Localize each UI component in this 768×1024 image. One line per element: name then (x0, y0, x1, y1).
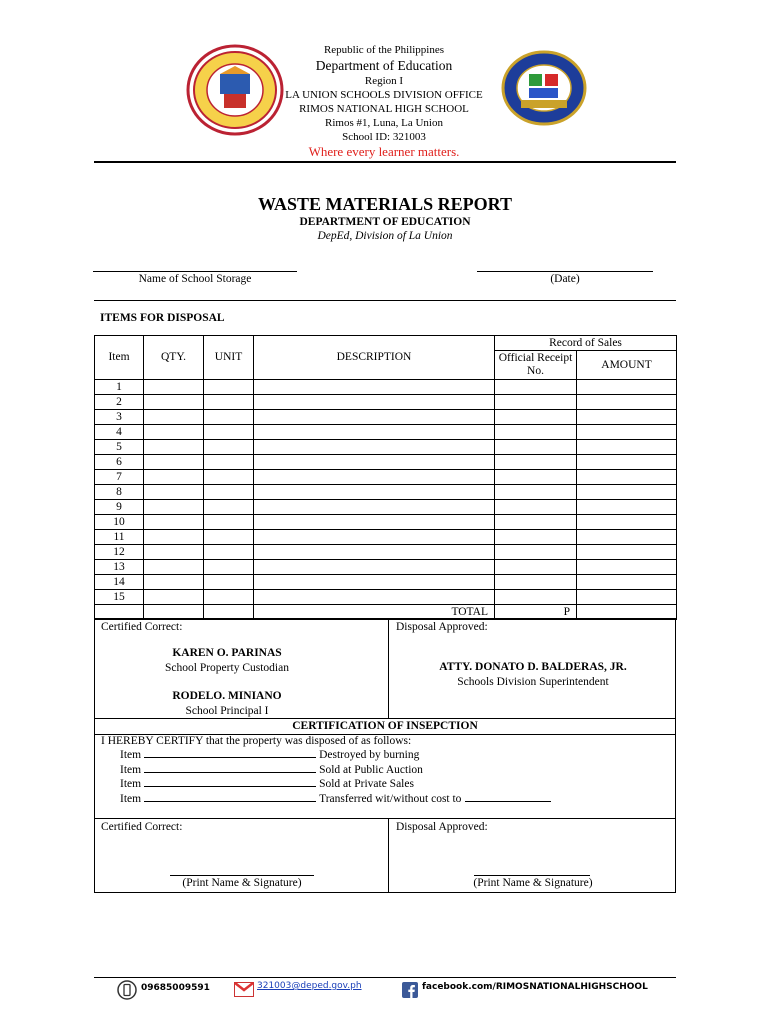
cell-qty[interactable] (144, 515, 204, 530)
header-school: RIMOS NATIONAL HIGH SCHOOL (299, 103, 469, 115)
cell-item: 9 (95, 500, 144, 515)
cell-item: 14 (95, 575, 144, 590)
cell-qty[interactable] (144, 500, 204, 515)
cell-qty[interactable] (144, 560, 204, 575)
cell-qty[interactable] (144, 410, 204, 425)
cell-item: 8 (95, 485, 144, 500)
cell-receipt[interactable] (495, 410, 577, 425)
certified-label: Certified Correct: (101, 621, 183, 633)
cell-receipt[interactable] (495, 530, 577, 545)
date-label: (Date) (550, 273, 580, 285)
approved-signature-line[interactable] (474, 875, 590, 876)
certification-item-label: Item (120, 749, 142, 761)
signature-box (94, 618, 676, 719)
col-header-item: Item (95, 336, 144, 380)
principal-name: RODELO. MINIANO (172, 690, 282, 702)
cell-amount[interactable] (577, 560, 677, 575)
cell-qty[interactable] (144, 395, 204, 410)
cell-description[interactable] (254, 470, 495, 485)
cell-receipt[interactable] (495, 515, 577, 530)
custodian-title: School Property Custodian (165, 662, 289, 674)
cell-description[interactable] (254, 575, 495, 590)
cell-amount[interactable] (577, 485, 677, 500)
cell-qty[interactable] (144, 545, 204, 560)
certification-option-text: Sold at Private Sales (319, 778, 414, 790)
certification-option-text: Sold at Public Auction (319, 763, 423, 776)
certification-option (120, 749, 419, 761)
certification-blank[interactable] (144, 757, 316, 758)
footer-divider (94, 977, 676, 978)
cell-qty[interactable] (144, 380, 204, 395)
disposal-table (94, 335, 677, 620)
col-header-qty: QTY. (144, 336, 204, 380)
cell-item: 7 (95, 470, 144, 485)
table-row (95, 530, 677, 545)
cell-description[interactable] (254, 395, 495, 410)
cell-receipt[interactable] (495, 545, 577, 560)
fields-divider (94, 300, 676, 301)
cell-unit[interactable] (204, 425, 254, 440)
cell-amount[interactable] (577, 395, 677, 410)
superintendent-name: ATTY. DONATO D. BALDERAS, JR. (439, 661, 627, 673)
cell-amount[interactable] (577, 530, 677, 545)
cell-amount[interactable] (577, 545, 677, 560)
certified-print-name: (Print Name & Signature) (182, 877, 302, 889)
certification-blank[interactable] (144, 786, 316, 787)
certification-heading: CERTIFICATION OF INSEPCTION (292, 720, 478, 732)
cell-qty[interactable] (144, 440, 204, 455)
cell-description[interactable] (254, 545, 495, 560)
date-underline[interactable] (477, 271, 653, 272)
cell-item: 13 (95, 560, 144, 575)
col-header-receipt: Official Receipt No. (495, 351, 577, 380)
table-row (95, 590, 677, 605)
bottom-signature-box (94, 818, 676, 893)
superintendent-title: Schools Division Superintendent (457, 676, 609, 688)
header-region: Region I (364, 75, 404, 87)
cell-receipt[interactable] (495, 395, 577, 410)
table-row (95, 515, 677, 530)
cell-receipt[interactable] (495, 455, 577, 470)
cell-description[interactable] (254, 485, 495, 500)
certification-box (94, 718, 676, 819)
header-motto: Where every learner matters. (308, 144, 460, 159)
cell-unit[interactable] (204, 560, 254, 575)
cell-unit[interactable] (204, 545, 254, 560)
certification-blank[interactable] (144, 801, 316, 802)
cell-unit[interactable] (204, 410, 254, 425)
cell-amount[interactable] (577, 380, 677, 395)
header-address: Rimos #1, Luna, La Union (325, 117, 443, 129)
cell-unit[interactable] (204, 530, 254, 545)
table-row (95, 575, 677, 590)
cell-receipt[interactable] (495, 470, 577, 485)
approved-label: Disposal Approved: (396, 621, 488, 633)
cell-unit[interactable] (204, 440, 254, 455)
cell-unit[interactable] (204, 515, 254, 530)
header-division: LA UNION SCHOOLS DIVISION OFFICE (285, 89, 483, 101)
certification-blank[interactable] (144, 772, 316, 773)
cell-amount[interactable] (577, 425, 677, 440)
report-title: WASTE MATERIALS REPORT (257, 194, 513, 214)
cell-item: 11 (95, 530, 144, 545)
cell-receipt[interactable] (495, 425, 577, 440)
cell-amount[interactable] (577, 410, 677, 425)
col-header-amount: AMOUNT (577, 351, 677, 380)
total-label: TOTAL (254, 605, 495, 620)
cell-receipt[interactable] (495, 440, 577, 455)
cell-amount[interactable] (577, 470, 677, 485)
table-row (95, 560, 677, 575)
cell-item: 5 (95, 440, 144, 455)
cell-receipt[interactable] (495, 575, 577, 590)
table-row (95, 545, 677, 560)
table-row (95, 455, 677, 470)
table-row (95, 425, 677, 440)
cell-qty[interactable] (144, 530, 204, 545)
cell-amount[interactable] (577, 590, 677, 605)
certification-option (120, 764, 423, 776)
cell-receipt[interactable] (495, 560, 577, 575)
col-header-description: DESCRIPTION (254, 336, 495, 380)
cell-item: 15 (95, 590, 144, 605)
cell-description[interactable] (254, 590, 495, 605)
cell-description[interactable] (254, 560, 495, 575)
header-republic: Republic of the Philippines (323, 44, 445, 56)
cell-unit[interactable] (204, 380, 254, 395)
cell-unit[interactable] (204, 500, 254, 515)
certification-item-label: Item (120, 763, 142, 776)
transfer-recipient-blank[interactable] (465, 801, 551, 802)
cell-item: 12 (95, 545, 144, 560)
cell-qty[interactable] (144, 485, 204, 500)
certification-option-text: Transferred wit/without cost to (319, 792, 462, 805)
cell-qty[interactable] (144, 590, 204, 605)
phone-icon (117, 980, 137, 1000)
total-peso: P (495, 605, 577, 620)
cell-amount[interactable] (577, 575, 677, 590)
table-row (95, 410, 677, 425)
cell-description[interactable] (254, 530, 495, 545)
bottom-certified-label: Certified Correct: (101, 821, 183, 833)
cell-unit[interactable] (204, 590, 254, 605)
cell-receipt[interactable] (495, 590, 577, 605)
cell-qty[interactable] (144, 470, 204, 485)
table-row (95, 485, 677, 500)
section-label: ITEMS FOR DISPOSAL (100, 312, 225, 324)
cell-item: 6 (95, 455, 144, 470)
cell-description[interactable] (254, 515, 495, 530)
cell-item: 3 (95, 410, 144, 425)
report-subtitle: DEPARTMENT OF EDUCATION (299, 216, 471, 228)
storage-underline[interactable] (93, 271, 297, 272)
footer-email[interactable]: 321003@deped.gov.ph (257, 981, 362, 991)
cell-qty[interactable] (144, 575, 204, 590)
certification-option (120, 793, 551, 805)
cell-amount[interactable] (577, 500, 677, 515)
cell-description[interactable] (254, 380, 495, 395)
certification-item-label: Item (120, 792, 142, 805)
report-division: DepEd, Division of La Union (317, 230, 453, 242)
principal-title: School Principal I (185, 705, 269, 717)
header-school-id: School ID: 321003 (342, 131, 426, 143)
cell-description[interactable] (254, 455, 495, 470)
col-header-unit: UNIT (204, 336, 254, 380)
table-row (95, 470, 677, 485)
cell-description[interactable] (254, 500, 495, 515)
storage-label: Name of School Storage (138, 273, 252, 285)
cell-amount[interactable] (577, 455, 677, 470)
cell-description[interactable] (254, 410, 495, 425)
cell-unit[interactable] (204, 470, 254, 485)
cell-description[interactable] (254, 440, 495, 455)
cell-unit[interactable] (204, 485, 254, 500)
cell-unit[interactable] (204, 395, 254, 410)
certification-option (120, 778, 414, 790)
certification-intro: I HEREBY CERTIFY that the property was disposed of as follows: (101, 735, 412, 747)
certification-item-label: Item (120, 778, 142, 790)
cell-unit[interactable] (204, 455, 254, 470)
table-row (95, 440, 677, 455)
bottom-approved-label: Disposal Approved: (396, 821, 488, 833)
table-row (95, 380, 677, 395)
cell-item: 4 (95, 425, 144, 440)
cell-amount[interactable] (577, 440, 677, 455)
facebook-icon (402, 982, 418, 998)
approved-print-name: (Print Name & Signature) (473, 877, 593, 889)
header-divider (94, 161, 676, 163)
cell-item: 10 (95, 515, 144, 530)
cell-item: 1 (95, 380, 144, 395)
cell-qty[interactable] (144, 425, 204, 440)
cell-receipt[interactable] (495, 380, 577, 395)
gmail-icon (234, 982, 254, 997)
custodian-name: KAREN O. PARINAS (172, 647, 282, 659)
cell-qty[interactable] (144, 455, 204, 470)
table-row (95, 395, 677, 410)
certification-option-text: Destroyed by burning (319, 749, 420, 761)
header-department: Department of Education (315, 58, 453, 73)
cell-description[interactable] (254, 425, 495, 440)
certified-signature-line[interactable] (170, 875, 314, 876)
footer-facebook[interactable]: facebook.com/RIMOSNATIONALHIGHSCHOOL (422, 982, 648, 992)
cell-amount[interactable] (577, 515, 677, 530)
cell-item: 2 (95, 395, 144, 410)
cell-unit[interactable] (204, 575, 254, 590)
col-header-record: Record of Sales (495, 336, 677, 351)
cell-receipt[interactable] (495, 485, 577, 500)
table-row (95, 500, 677, 515)
footer-phone: 09685009591 (141, 983, 210, 993)
cell-receipt[interactable] (495, 500, 577, 515)
